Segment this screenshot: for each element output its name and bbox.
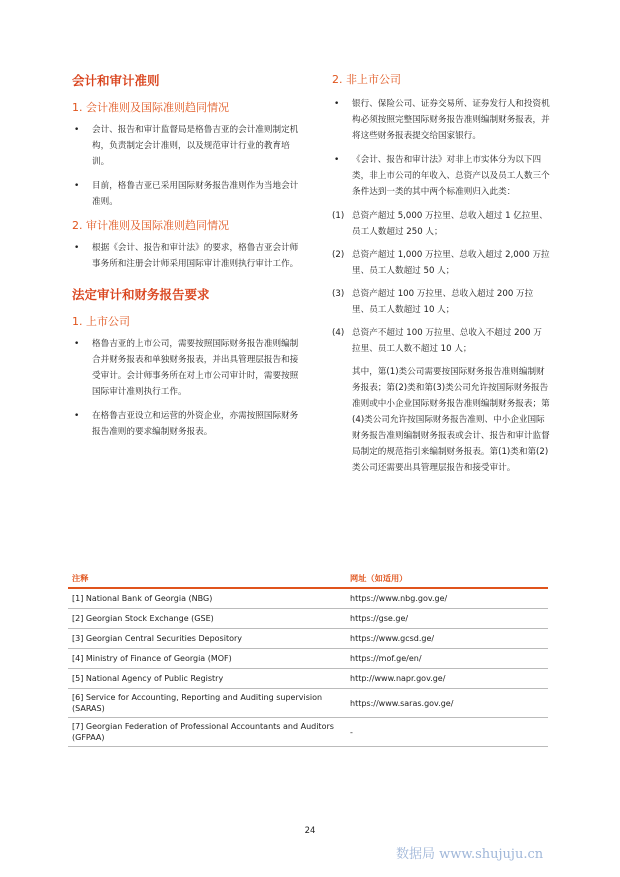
watermark: 数据局 www.shujuju.cn — [396, 847, 544, 862]
url-link[interactable]: https://gse.ge/ — [346, 609, 548, 629]
page-number: 24 — [304, 826, 316, 836]
url-cell: - — [346, 718, 548, 747]
bullet-icon: • — [334, 155, 340, 165]
table-row — [68, 718, 548, 747]
url-link[interactable]: https://www.gcsd.ge/ — [346, 629, 548, 649]
bullet-icon: • — [74, 339, 80, 349]
bullet-icon: • — [74, 243, 80, 253]
closing-paragraph: 其中，第(1)类公司需要按国际财务报告准则编制财务报表；第(2)类和第(3)类公司允许按国际财务报告准则或中小企业国际财务报告准则编制财务报表；第(4)类公司允许按国际财务报告准则、中小企业国际财务报告准则编制财务报表或会计、报告和审计监督局制定的规范指引来编制财务报表。第(1)类和第(2)类公司还需要出具管理层报告和接受审计。 — [352, 367, 550, 473]
note-cell: [4] Ministry of Finance of Georgia (MOF) — [68, 649, 346, 669]
note-cell: [5] National Agency of Public Registry — [68, 669, 346, 689]
bullet-item: • 银行、保险公司、证券交易所、证券发行人和投资机构必须按照完整国际财务报告准则编制财务报表，并将这些财务报表提交给国家银行。 — [332, 96, 550, 144]
numbered-item: (3) 总资产超过 100 万拉里、总收入超过 200 万拉里、员工人数超过 10 人； — [332, 289, 534, 315]
section-title-standards: 会计和审计准则 — [72, 73, 160, 88]
table-row — [68, 649, 548, 669]
note-cell: [2] Georgian Stock Exchange (GSE) — [68, 609, 346, 629]
table-row — [68, 629, 548, 649]
note-cell: [3] Georgian Central Securities Depository — [68, 629, 346, 649]
bullet-item: • 格鲁吉亚的上市公司，需要按照国际财务报告准则编制合并财务报表和单独财务报表，并出具管理层报告和接受审计。会计师事务所在对上市公司审计时，需要按照国际审计准则执行工作。 — [72, 336, 304, 400]
bullet-item: • 会计、报告和审计监督局是格鲁吉亚的会计准则制定机构，负责制定会计准则，以及规范审计行业的教育培训。 — [72, 122, 304, 170]
subsection-title-listed: 1. 上市公司 — [72, 315, 130, 328]
note-cell: [7] Georgian Federation of Professional Accountants and Auditors (GFPAA) — [68, 718, 346, 747]
section-title-statutory: 法定审计和财务报告要求 — [72, 287, 210, 302]
url-link[interactable]: https://www.nbg.gov.ge/ — [346, 588, 548, 609]
subsection-title-accounting: 1. 会计准则及国际准则趋同情况 — [72, 101, 229, 114]
subsection-title-unlisted: 2. 非上市公司 — [332, 73, 401, 86]
column-header-url: 网址（如适用） — [346, 570, 548, 588]
bullet-item: • 《会计、报告和审计法》对非上市实体分为以下四类，非上市公司的年收入、总资产以及员工人数三个条件达到一类的其中两个标准则归入此类： — [332, 152, 550, 200]
numbered-item: (2) 总资产超过 1,000 万拉里、总收入超过 2,000 万拉里、员工人数超过 50 人； — [332, 250, 550, 276]
column-header-note: 注释 — [68, 570, 346, 588]
subsection-title-audit: 2. 审计准则及国际准则趋同情况 — [72, 219, 229, 232]
url-link[interactable]: http://www.napr.gov.ge/ — [346, 669, 548, 689]
table-row — [68, 609, 548, 629]
bullet-icon: • — [74, 181, 80, 191]
bullet-icon: • — [334, 99, 340, 109]
left-column — [72, 72, 304, 448]
url-link[interactable]: https://www.saras.gov.ge/ — [346, 689, 548, 718]
bullet-icon: • — [74, 125, 80, 135]
note-cell: [1] National Bank of Georgia (NBG) — [68, 588, 346, 609]
note-cell: [6] Service for Accounting, Reporting and Auditing supervision (SARAS) — [68, 689, 346, 718]
table-row — [68, 588, 548, 609]
bullet-item: • 在格鲁吉亚设立和运营的外资企业，亦需按照国际财务报告准则的要求编制财务报表。 — [72, 408, 304, 440]
url-link[interactable]: https://mof.ge/en/ — [346, 649, 548, 669]
bullet-icon: • — [74, 411, 80, 421]
notes-table — [68, 570, 548, 747]
right-column — [332, 72, 550, 476]
table-row — [68, 669, 548, 689]
numbered-item: (1) 总资产超过 5,000 万拉里、总收入超过 1 亿拉里、员工人数超过 250 人； — [332, 211, 548, 237]
bullet-item: • 根据《会计、报告和审计法》的要求，格鲁吉亚会计师事务所和注册会计师采用国际审计准则执行审计工作。 — [72, 240, 304, 272]
bullet-item: • 目前，格鲁吉亚已采用国际财务报告准则作为当地会计准则。 — [72, 178, 304, 210]
numbered-item: (4) 总资产不超过 100 万拉里、总收入不超过 200 万拉里、员工人数不超过 10 人； — [332, 328, 542, 354]
table-row — [68, 689, 548, 718]
table-header-row — [68, 570, 548, 588]
